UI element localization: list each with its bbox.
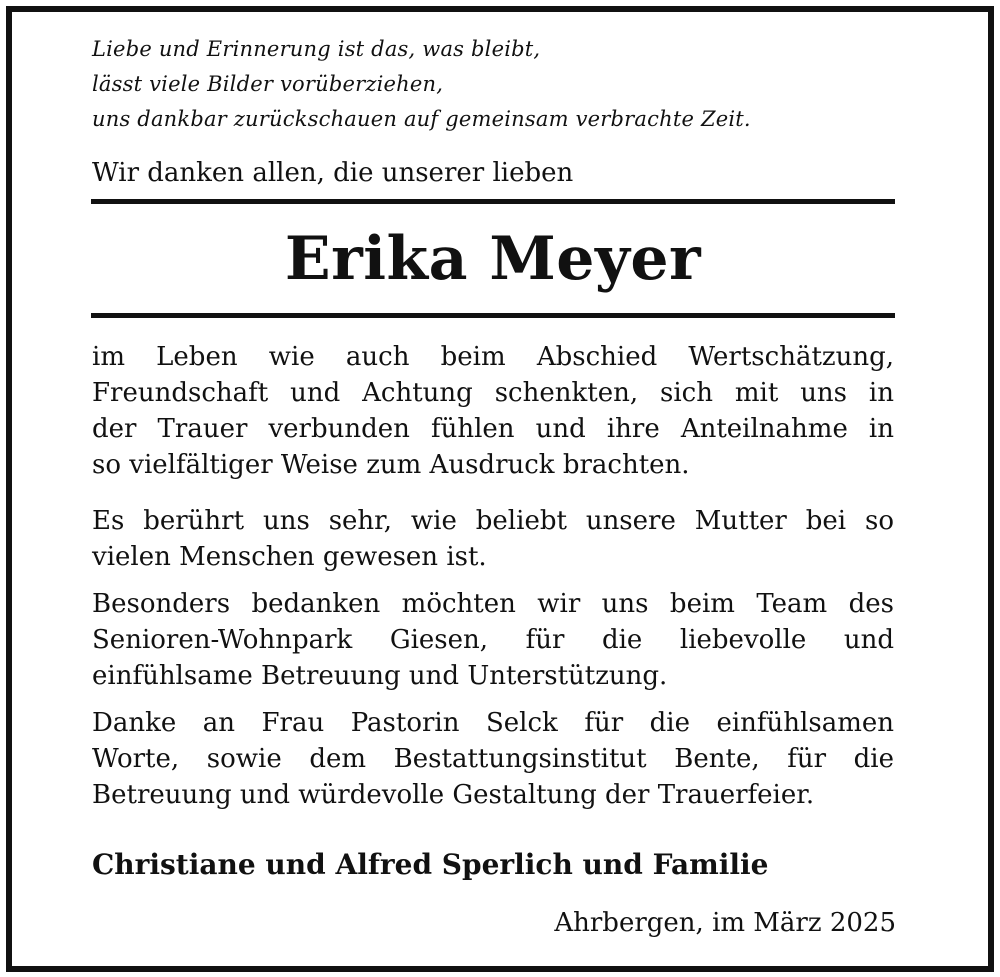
paragraph-line: Betreuung und würdevolle Gestaltung der Trauerfeier. [92,780,815,810]
paragraph-mother [92,503,894,575]
paragraph-line: Danke an Frau Pastorin Selck für die einfühlsamen [92,708,894,738]
family-signature: Christiane und Alfred Sperlich und Familie [92,848,769,881]
poem-line: Liebe und Erinnerung ist das, was bleibt, [92,37,541,61]
paragraph-senior-home [92,586,894,694]
paragraph-line: Worte, sowie dem Bestattungsinstitut Bente, für die [92,744,894,774]
place-date: Ahrbergen, im März 2025 [554,908,896,938]
poem-line: lässt viele Bilder vorüberziehen, [92,72,444,96]
paragraph-thanks [92,339,894,483]
paragraph-line: im Leben wie auch beim Abschied Wertschätzung, [92,342,894,372]
paragraph-line: Freundschaft und Achtung schenkten, sich mit uns in [92,378,894,408]
paragraph-line: Besonders bedanken möchten wir uns beim Team des [92,589,894,619]
paragraph-line: vielen Menschen gewesen ist. [92,542,487,572]
paragraph-line: Es berührt uns sehr, wie beliebt unsere Mutter bei so [92,506,894,536]
notice-frame [6,6,994,972]
paragraph-pastor [92,705,894,813]
paragraph-line: der Trauer verbunden fühlen und ihre Anteilnahme in [92,414,894,444]
poem-line: uns dankbar zurückschauen auf gemeinsam verbrachte Zeit. [92,107,751,131]
intro-text: Wir danken allen, die unserer lieben [92,158,574,188]
poem-block [92,32,882,137]
deceased-name: Erika Meyer [284,224,702,294]
rule-divider-top [91,199,895,204]
paragraph-line: so vielfältiger Weise zum Ausdruck brachten. [92,450,690,480]
paragraph-line: Senioren-Wohnpark Giesen, für die liebevolle und [92,625,894,655]
paragraph-line: einfühlsame Betreuung und Unterstützung. [92,661,668,691]
rule-divider-bottom [91,313,895,318]
